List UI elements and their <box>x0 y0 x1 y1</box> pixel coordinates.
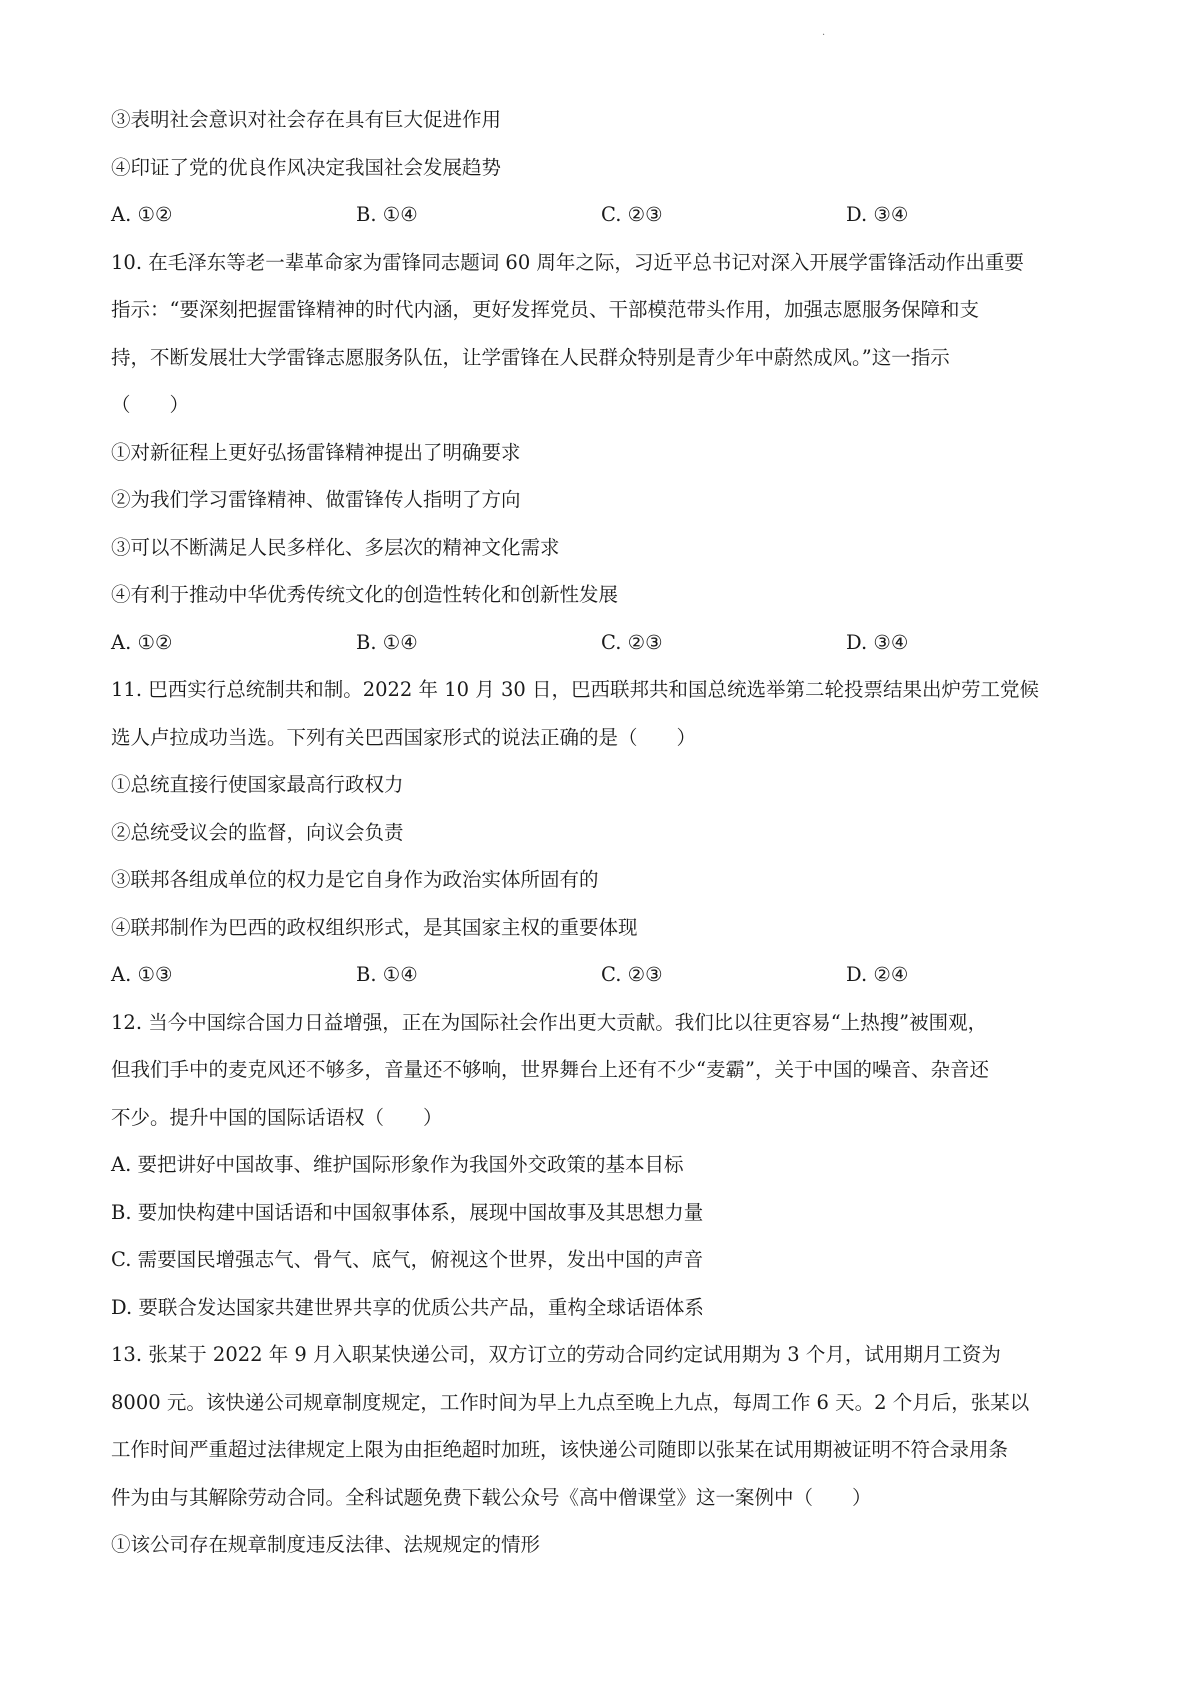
q11-options <box>111 951 1111 999</box>
q9-options <box>111 191 1111 239</box>
exam-page <box>111 96 1111 1569</box>
q10-stem-line-3: 持，不断发展壮大学雷锋志愿服务队伍，让学雷锋在人民群众特别是青少年中蔚然成风。”这一指示 <box>111 345 950 369</box>
q10-stem-line-1: 10. 在毛泽东等老一辈革命家为雷锋同志题词 60 周年之际，习近平总书记对深入开展学雷锋活动作出重要 <box>111 250 1024 274</box>
q10-option-b: B. ①④ <box>356 630 418 654</box>
q12-choice-c: C. 需要国民增强志气、骨气、底气，俯视这个世界，发出中国的声音 <box>111 1248 704 1271</box>
q11-item-3: ③联邦各组成单位的权力是它自身作为政治实体所固有的 <box>111 868 599 891</box>
q11-item-2: ②总统受议会的监督，向议会负责 <box>111 820 404 844</box>
q10-option-c: C. ②③ <box>601 630 663 654</box>
q13-stem-line-4: 件为由与其解除劳动合同。全科试题免费下载公众号《高中僧课堂》这一案例中（ ） <box>111 1485 872 1509</box>
q10-option-d: D. ③④ <box>846 630 909 654</box>
q9-option-a: A. ①② <box>111 203 173 226</box>
q10-stem-line-4: （ ） <box>111 393 190 416</box>
q9-option-d: D. ③④ <box>846 203 909 226</box>
q10-stem-line-2: 指示：“要深刻把握雷锋精神的时代内涵，更好发挥党员、干部模范带头作用，加强志愿服务保障和支 <box>111 298 979 321</box>
q11-item-4: ④联邦制作为巴西的政权组织形式，是其国家主权的重要体现 <box>111 915 638 939</box>
q13-stem-line-1: 13. 张某于 2022 年 9 月入职某快递公司，双方订立的劳动合同约定试用期为 3 个月，试用期月工资为 <box>111 1343 1001 1366</box>
q11-stem-line-1: 11. 巴西实行总统制共和制。2022 年 10 月 30 日，巴西联邦共和国总统选举第二轮投票结果出炉劳工党候 <box>111 678 1039 701</box>
q9-option-b: B. ①④ <box>356 203 418 226</box>
q11-stem-line-2: 选人卢拉成功当选。下列有关巴西国家形式的说法正确的是（ ） <box>111 725 697 749</box>
q10-option-a: A. ①② <box>111 630 173 654</box>
q13-stem-line-3: 工作时间严重超过法律规定上限为由拒绝超时加班，该快递公司随即以张某在试用期被证明不符合录用条 <box>111 1438 1009 1461</box>
q12-choice-b: B. 要加快构建中国话语和中国叙事体系，展现中国故事及其思想力量 <box>111 1200 704 1224</box>
q10-item-3: ③可以不断满足人民多样化、多层次的精神文化需求 <box>111 535 560 559</box>
q10-item-2: ②为我们学习雷锋精神、做雷锋传人指明了方向 <box>111 488 521 511</box>
q11-item-1: ①总统直接行使国家最高行政权力 <box>111 773 404 796</box>
q9-item-4: ④印证了党的优良作风决定我国社会发展趋势 <box>111 155 502 179</box>
q12-stem-line-2: 但我们手中的麦克风还不够多，音量还不够响，世界舞台上还有不少“麦霸”，关于中国的噪音、杂音还 <box>111 1058 989 1081</box>
q10-item-4: ④有利于推动中华优秀传统文化的创造性转化和创新性发展 <box>111 583 619 606</box>
q12-stem-line-1: 12. 当今中国综合国力日益增强，正在为国际社会作出更大贡献。我们比以往更容易“上热搜”被围观， <box>111 1010 988 1034</box>
q11-option-b: B. ①④ <box>356 963 418 986</box>
q11-option-a: A. ①③ <box>111 963 173 986</box>
q12-choice-d: D. 要联合发达国家共建世界共享的优质公共产品，重构全球话语体系 <box>111 1295 704 1319</box>
q10-options <box>111 619 1111 667</box>
q12-stem-line-3: 不少。提升中国的国际话语权（ ） <box>111 1105 443 1129</box>
q12-choice-a: A. 要把讲好中国故事、维护国际形象作为我国外交政策的基本目标 <box>111 1153 684 1176</box>
q9-option-c: C. ②③ <box>601 203 663 226</box>
q13-stem-line-2: 8000 元。该快递公司规章制度规定，工作时间为早上九点至晚上九点，每周工作 6 天。2 个月后，张某以 <box>111 1390 1030 1414</box>
q9-item-3: ③表明社会意识对社会存在具有巨大促进作用 <box>111 108 502 131</box>
q11-option-d: D. ②④ <box>846 963 909 986</box>
q13-item-1: ①该公司存在规章制度违反法律、法规规定的情形 <box>111 1533 541 1556</box>
top-mark: · <box>822 30 826 41</box>
q10-item-1: ①对新征程上更好弘扬雷锋精神提出了明确要求 <box>111 440 521 464</box>
q11-option-c: C. ②③ <box>601 963 663 986</box>
